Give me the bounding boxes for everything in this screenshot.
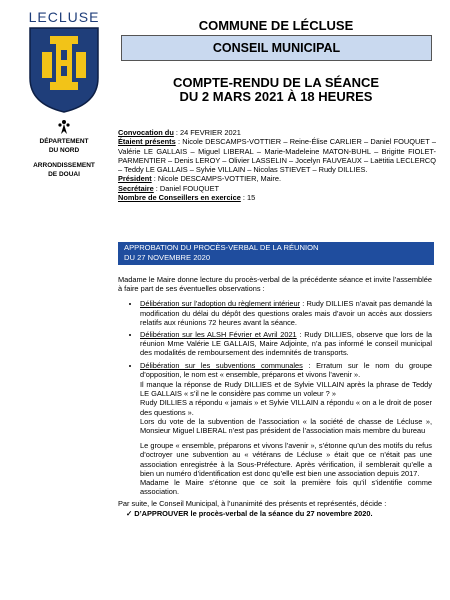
item-3-paragraph-4: Lors du vote de la subvention de l’association « la société de chasse de Lécluse », Monsieur Miguel LIBERAL n’est pas président de l’association mais membre du bureau: [140, 416, 432, 436]
list-item: [140, 361, 432, 497]
convocation-value: : 24 FEVRIER 2021: [173, 128, 241, 137]
commune-title: COMMUNE DE LÉCLUSE: [198, 18, 354, 33]
section-body: [118, 275, 432, 518]
document-title-line-1: COMPTE-RENDU DE LA SÉANCE: [172, 75, 380, 90]
nombre-label: Nombre de Conseillers en exercice: [118, 193, 241, 203]
document-title: [120, 76, 432, 104]
section-banner: [118, 242, 434, 265]
document-title-line-2: DU 2 MARS 2021 À 18 HEURES: [179, 89, 373, 104]
item-3-paragraph-3: Rudy DILLIES a répondu « jamais » et Sylvie VILLAIN a répondu « on a le droit de poser des questions ».: [140, 398, 432, 417]
item-3-text: : Erratum sur le nom du groupe d’opposition, le nom est « ensemble, préparons et vivons l’avenir ».: [140, 360, 432, 379]
section-banner-line-2: DU 27 NOVEMBRE 2020: [124, 253, 211, 262]
nombre-line: [118, 193, 436, 202]
secretaire-line: [118, 184, 436, 193]
president-value: : Nicole DESCAMPS-VOTTIER, Maire.: [151, 174, 282, 184]
president-label: Président: [118, 174, 152, 184]
intro-paragraph: Madame le Maire donne lecture du procès-verbal de la précédente séance et invite l’assemblée à faire part de ses éventuelles observations :: [118, 275, 432, 294]
section-banner-line-1: APPROBATION DU PROCÈS-VERBAL DE LA RÉUNION: [124, 243, 319, 252]
arrondissement-line-2: DE DOUAI: [48, 170, 80, 178]
conseil-municipal-box: CONSEIL MUNICIPAL: [121, 35, 432, 61]
convocation-line: [118, 128, 436, 137]
item-3-paragraph-6: Madame le Maire s’étonne que ce soit la première fois qu’il s’identifie comme association.: [140, 478, 432, 497]
department-line-1: DÉPARTEMENT: [39, 138, 89, 145]
presents-label: Étaient présents: [118, 137, 176, 147]
list-item: [140, 330, 432, 358]
president-line: [118, 174, 436, 183]
convocation-label: Convocation du: [118, 128, 174, 137]
item-3-paragraph-5: Le groupe « ensemble, préparons et vivons l’avenir », s’étonne qu’un des motifs du refus d’octroyer une subvention au « vétérans de Lécluse » était que ce n’était pas une association enregistrée à la Sous-Préfecture. Après vérification, il semblerait qu’elle a bien un numéro d’identification est donc qu’elle est bien une association depuis 2017.: [140, 441, 432, 478]
item-2-text: : Rudy DILLIES, observe que lors de la réunion Mme Valérie LE GALLAIS, Maire Adjointe, n’a pas informé le conseil municipal des modalités de remboursement des indemnités de transports.: [140, 330, 432, 358]
coat-of-arms-shield: [28, 26, 100, 114]
decision-statement: ✓ D’APPROUVER le procès-verbal de la séance du 27 novembre 2020.: [126, 508, 373, 518]
list-item: [140, 299, 432, 327]
nombre-value: : 15: [240, 193, 256, 203]
presents-line: [118, 137, 436, 174]
crest-title: LECLUSE: [28, 9, 100, 25]
decision-statement-text: D’APPROUVER le procès-verbal de la séance du 27 novembre 2020.: [134, 508, 373, 518]
observations-list: [118, 299, 432, 496]
item-1-label: Délibération sur l’adoption du règlement intérieur: [140, 299, 301, 309]
item-2-label: Délibération sur les ALSH Février et Avril 2021: [140, 330, 297, 340]
item-1-text: : Rudy DILLIES n’avait pas demandé la modification du délai du dépôt des questions orales mais d’avoir un accès aux dossiers relatifs aux réunions 72 heures avant la séance.: [140, 299, 432, 327]
meeting-meta: [118, 128, 436, 202]
presents-value: : Nicole DESCAMPS-VOTTIER – Reine-Élise CARLIER – Daniel FOUQUET – Valérie LE GALLAIS – Miguel LIBERAL – Marie-Madeleine MATON-BUHL – Brigitte FIOLET-PARMENTIER – Denis LEROY – Olivier LASSELIN – Jocelyn FAUVEAUX – Laëtitia LECLERCQ – Teddy LE GALLAIS – Sylvie VILLAIN – Nicolas STIEVET – Rudy DILLIES.: [118, 137, 436, 175]
arrondissement-line-1: ARRONDISSEMENT: [33, 162, 95, 169]
department-label: [14, 138, 114, 155]
arrondissement-label: [14, 162, 114, 179]
department-line-2: DU NORD: [48, 146, 80, 154]
secretaire-value: : Daniel FOUQUET: [153, 183, 220, 193]
ermine-icon: [56, 119, 72, 135]
secretaire-label: Secrétaire: [118, 183, 154, 193]
item-3-label: Délibération sur les subventions communales: [140, 360, 303, 370]
decision-paragraph: Par suite, le Conseil Municipal, à l’unanimité des présents et représentés, décide :: [118, 499, 387, 509]
item-3-paragraph-2: Il manque la réponse de Rudy DILLIES et de Sylvie VILLAIN après la phrase de Teddy LE GALLAIS « s’il ne le considère pas comme un voleur ? »: [140, 380, 432, 399]
